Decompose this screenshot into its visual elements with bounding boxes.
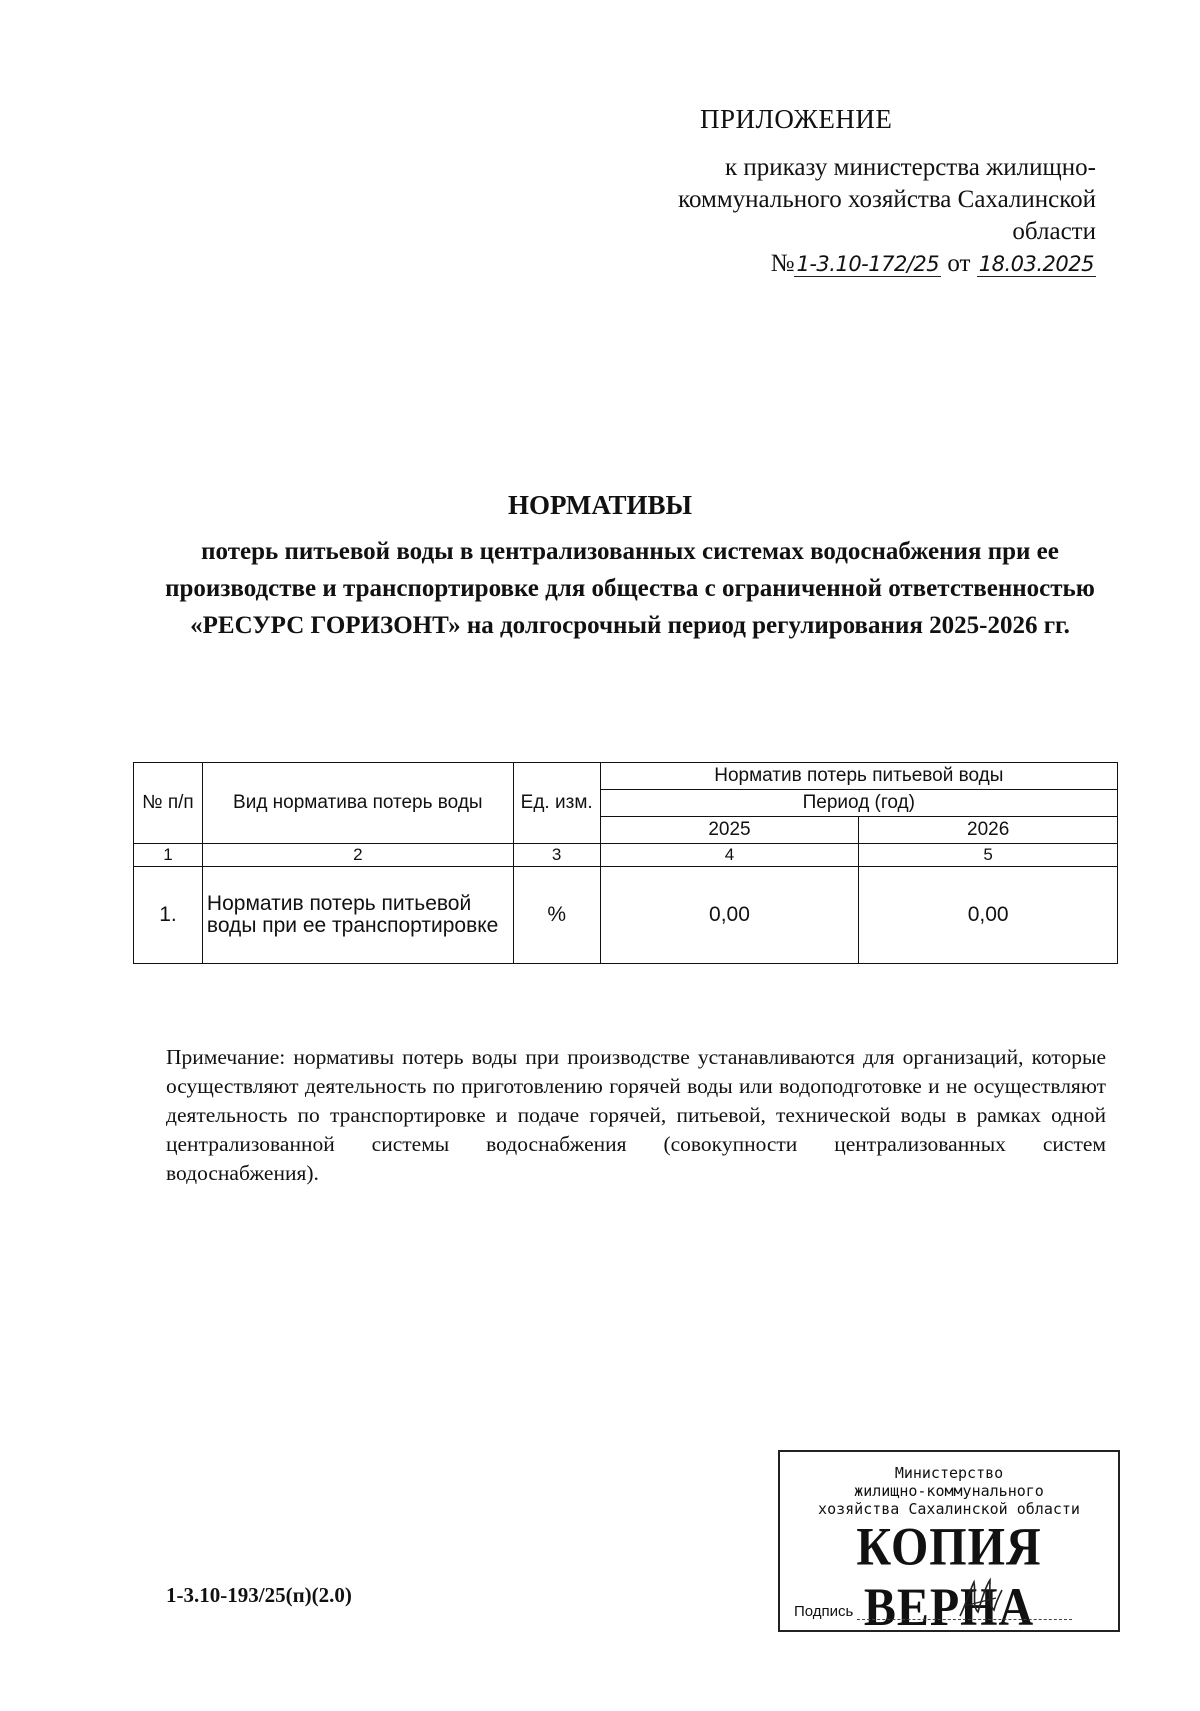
appendix-line-3: области <box>1012 218 1096 245</box>
header-year-2025: 2025 <box>600 817 859 844</box>
column-number: 4 <box>600 844 859 867</box>
norms-table <box>133 762 1118 964</box>
document-code: 1-3.10-193/25(п)(2.0) <box>166 1583 352 1607</box>
order-number: 1-3.10-172/25 <box>796 252 940 276</box>
certified-copy-stamp <box>778 1450 1120 1638</box>
note-text: Примечание: нормативы потерь воды при производстве устанавливаются для организаций, которые осуществляют деятельность по приготовлению горячей воды или водоподготовке и не осуществляют деятельность по транспортировке и подаче горячей, питьевой, технической воды в рамках одной централизованной системы водоснабжения (совокупности централизованных систем водоснабжения). <box>166 1045 1106 1185</box>
stamp-line-3: хозяйства Сахалинской области <box>818 1500 1080 1518</box>
stamp-line-1: Министерство <box>894 1464 1004 1482</box>
column-number: 2 <box>202 844 513 867</box>
stamp-sign-label: Подпись <box>794 1603 854 1620</box>
signature-scribble <box>956 1576 1006 1620</box>
row-unit: % <box>513 867 600 964</box>
row-value-2026: 0,00 <box>859 867 1118 964</box>
row-type: Норматив потерь питьевой воды при ее транспортировке <box>202 867 513 964</box>
header-unit: Ед. изм. <box>513 763 600 844</box>
table-row <box>134 867 1118 964</box>
appendix-title: ПРИЛОЖЕНИЕ <box>700 104 893 134</box>
order-number-line <box>771 250 1096 278</box>
row-num: 1. <box>134 867 203 964</box>
row-value-2025: 0,00 <box>600 867 859 964</box>
column-number-row <box>134 844 1118 867</box>
order-number-prefix: № <box>770 250 795 277</box>
column-number: 3 <box>513 844 600 867</box>
stamp-main-text: КОПИЯ ВЕРНА <box>856 1517 1042 1638</box>
appendix-line-2: коммунального хозяйства Сахалинской <box>678 186 1096 213</box>
appendix-line-1: к приказу министерства жилищно- <box>725 154 1096 181</box>
header-type: Вид норматива потерь воды <box>202 763 513 844</box>
document-subtitle: потерь питьевой воды в централизованных системах водоснабжения при ее производстве и транспортировке для общества с ограниченной ответственностью «РЕСУРС ГОРИЗОНТ» на долгосрочный период регулирования 2025-2026 гг. <box>165 538 1095 639</box>
order-date: 18.03.2025 <box>978 252 1094 276</box>
column-number: 5 <box>859 844 1118 867</box>
header-year-2026: 2026 <box>859 817 1118 844</box>
document-title: НОРМАТИВЫ <box>507 490 693 520</box>
header-period: Период (год) <box>600 790 1117 817</box>
column-number: 1 <box>134 844 203 867</box>
header-num: № п/п <box>134 763 203 844</box>
stamp-line-2: жилищно-коммунального <box>854 1482 1044 1500</box>
header-group: Норматив потерь питьевой воды <box>600 763 1117 790</box>
stamp-signature-line <box>794 1603 1072 1620</box>
order-date-prefix: от <box>947 250 971 277</box>
